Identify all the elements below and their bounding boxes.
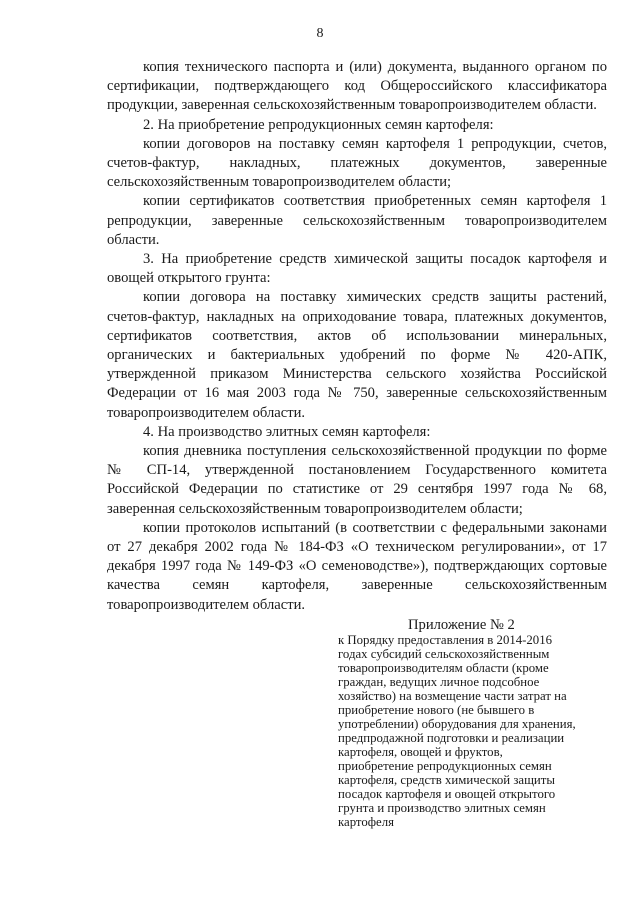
- paragraph-production-diary: копия дневника поступления сельскохозяйственной продукции по форме № СП-14, утвержденной постановлением Государственного комитета Российской Федерации по статистике от 29 сентября 1997 года № 68, заверенная сельскохозяйственным товаропроизводителем области;: [107, 443, 607, 517]
- paragraph-test-protocols: копии протоколов испытаний (в соответствии с федеральными законами от 27 декабря 2002 года № 184-ФЗ «О техническом регулировании», от 17 декабря 1997 года № 149-ФЗ «О семеноводстве»), подтверждающих сортовые качества семян картофеля, заверенные сельскохозяйственным товаропроизводителем области.: [107, 519, 607, 613]
- paragraph-seed-contracts: копии договоров на поставку семян картофеля 1 репродукции, счетов, счетов-фактур, накладных, платежных документов, заверенные сельскохозяйственным товаропроизводителем области;: [107, 135, 607, 191]
- section-heading-elite-seeds: 4. На производство элитных семян картофеля:: [143, 423, 431, 440]
- section-heading-seed-potatoes: 2. На приобретение репродукционных семян картофеля:: [143, 116, 494, 133]
- paragraph-seed-certificates: копии сертификатов соответствия приобретенных семян картофеля 1 репродукции, заверенные сельскохозяйственным товаропроизводителем области.: [107, 193, 607, 248]
- paragraph-chemical-contracts: копии договора на поставку химических средств защиты растений, счетов-фактур, накладных на оприходование товара, платежных документов, сертификатов соответствия, актов об использовании минеральных, органических и бактериальных удобрений по форме № 420-АПК, утвержденной приказом Министерства сельского хозяйства Российской Федерации от 16 мая 2003 года № 750, заверенные сельскохозяйственным товаропроизводителем области.: [107, 289, 607, 421]
- document-body: [107, 58, 607, 615]
- paragraph-passport-copy: копия технического паспорта и (или) документа, выданного органом по сертификации, подтверждающего код Общероссийского классификатора продукции, заверенная сельскохозяйственным товаропроизводителем области.: [107, 59, 607, 114]
- page-number: 8: [316, 26, 324, 41]
- section-heading-chemical-protection: 3. На приобретение средств химической защиты посадок картофеля и овощей открытого грунта:: [107, 251, 607, 287]
- appendix-description: к Порядку предоставления в 2014-2016 годах субсидий сельскохозяйственным товаропроизводителям области (кроме граждан, ведущих личное подсобное хозяйство) на возмещение части затрат на приобретение нового (не бывшего в употреблении) оборудования для хранения, предпродажной подготовки и реализации картофеля, овощей и фруктов, приобретение репродукционных семян картофеля, средств химической защиты посадок картофеля и овощей открытого грунта и производство элитных семян картофеля: [338, 633, 576, 829]
- appendix-title: Приложение № 2: [408, 617, 515, 633]
